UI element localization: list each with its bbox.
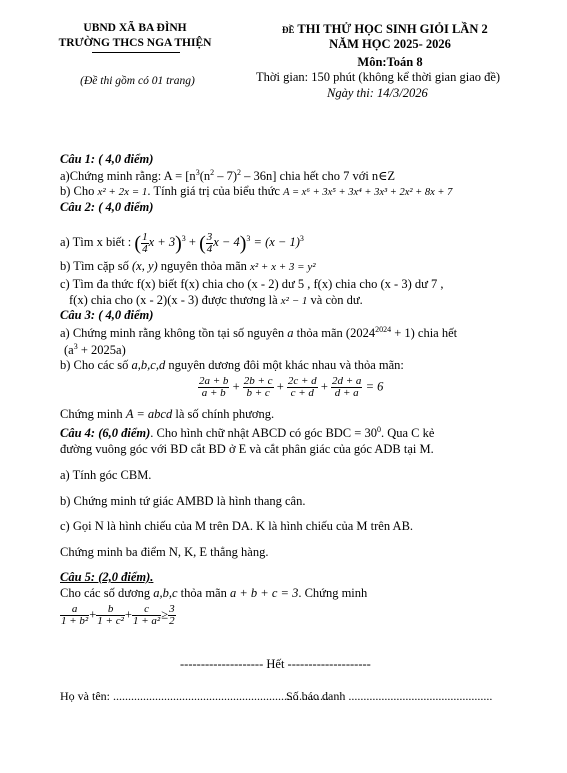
q3-a-line2b: + 2025a): [77, 343, 126, 358]
q1-a-text4: – 36n] chia hết cho 7 với n∈Z: [241, 169, 396, 184]
q1-part-b: [60, 184, 452, 199]
end-marker: [180, 657, 371, 672]
q2-a-plus: +: [185, 235, 200, 250]
q4-intro1b: . Qua C kẻ: [380, 426, 435, 441]
exam-date: Ngày thi: 14/3/2026: [327, 86, 428, 100]
q2-c-line2c: và còn dư.: [307, 293, 363, 307]
q3-a-text: a) Chứng minh rằng không tồn tại số nguyên: [60, 326, 288, 341]
q3-a-var: a: [287, 326, 294, 341]
q3-part-b-line1: [60, 358, 404, 373]
q3-b-vars: a,b,c,d: [131, 358, 166, 372]
q2-a-prefix: a) Tìm x biết :: [60, 235, 135, 250]
q4-part-b: b) Chứng minh tứ giác AMBD là hình thang cân.: [60, 494, 306, 508]
q5-vars: a,b,c: [153, 586, 178, 600]
q4-intro-line2: đường vuông góc với BD cắt BD ở E và cắt phân giác của góc ADB tại M.: [60, 442, 434, 456]
q3-part-a-line1: [60, 325, 457, 341]
q4-part-a: a) Tính góc CBM.: [60, 468, 152, 482]
q3-part-a-line2: $(a^3 + 2025a)$: [64, 342, 126, 358]
candidate-name-line: Họ và tên: ........................................................................: [60, 689, 329, 703]
q1-a-text2: (n: [199, 169, 211, 184]
q4-intro-line1: Câu 4: (6,0 điểm). Cho hình chữ nhật ABCD có góc BDC = $30^0$. Qua C kẻ: [60, 425, 435, 441]
header-divider: [92, 52, 180, 53]
q2-a-rhs: = (x − 1): [250, 235, 300, 250]
q5-line1a: Cho các số dương: [60, 586, 154, 600]
q1-part-a: a)Chứng minh rằng: $A = [n^3(n^2 - 7)^2 - 36n]$ chia hết cho 7 với n∈Z: [60, 168, 396, 184]
q1-b-mid: . Tính giá trị của biểu thức: [147, 184, 284, 198]
q3-equation: $\frac{2a + b}{a + b}$ + $\frac{2b + c}{b + c}$ + $\frac{2c + d}{c + d}$ + $\frac{2d + a}{d + a}$ = 6: [199, 375, 384, 399]
q2-b-pair: (x, y): [131, 259, 158, 273]
q2-c-line2a: f(x) chia cho (x - 2)(x - 3) được thương là: [69, 293, 281, 307]
q1-a-text1: a)Chứng minh rằng: A = [n: [60, 169, 196, 184]
q5-title: Câu 5: (2,0 điểm).: [60, 570, 154, 584]
q2-a-part1: x + 3: [148, 235, 176, 250]
q5-frac-0: $\frac{a}{\text{1 + b²}}$: [61, 603, 89, 627]
q5-line1: [60, 586, 367, 601]
q2-part-c-line2: [69, 293, 363, 308]
q2-title: Câu 2: ( 4,0 điểm): [60, 200, 154, 214]
q5-frac-2: $\frac{c}{\text{1 + a²}}$: [132, 603, 161, 627]
q2-part-c-line1: c) Tìm đa thức f(x) biết f(x) chia cho (x - 2) dư 5 , f(x) chia cho (x - 3) dư 7 ,: [60, 277, 444, 291]
q3-frac-2: $\frac{2c + d}{c + d}$: [287, 375, 317, 399]
q1-b-expr: A = x⁶ + 3x⁵ + 3x⁴ + 3x³ + 2x² + 8x + 7: [283, 187, 453, 198]
q2-part-a: a) Tìm x biết : ( $\frac{1}{4}$ x + 3)$^3$ + ( $\frac{3}{4}$ $x - 4)^3 = (x - 1)^3$: [60, 230, 304, 255]
exam-title-main: THI THỬ HỌC SINH GIỎI LẦN 2: [297, 22, 488, 36]
q4-part-d: Chứng minh ba điểm N, K, E thẳng hàng.: [60, 545, 269, 559]
end-text: -------------------- Hết --------------------: [180, 657, 371, 671]
exam-title: [282, 22, 488, 37]
q3-frac-1: $\frac{2b + c}{b + c}$: [243, 375, 273, 399]
page-count-note: (Đề thi gồm có 01 trang): [80, 75, 195, 87]
q2-b-text: b) Tìm cặp số: [60, 259, 132, 273]
q3-frac-3: $\frac{2d + a}{d + a}$: [332, 375, 362, 399]
exam-title-prefix: ĐỀ: [282, 25, 295, 35]
q2-a-frac1: $\frac{1}{4}$: [142, 230, 148, 255]
q1-b-eq: x² + 2x = 1: [97, 186, 148, 198]
q4-part-c: c) Gọi N là hình chiếu của M trên DA. K là hình chiếu của M trên AB.: [60, 519, 414, 533]
q3-b-text2: nguyên dương đôi một khác nhau và thỏa mãn:: [165, 358, 404, 372]
q5-frac-rhs: $\frac{3}{2}$: [169, 603, 175, 627]
q3-title: Câu 3: ( 4,0 điểm): [60, 308, 154, 322]
q1-title: Câu 1: ( 4,0 điểm): [60, 152, 154, 166]
q4-title: Câu 4: (6,0 điểm): [60, 426, 151, 441]
q5-line1b: thỏa mãn: [177, 586, 230, 600]
school-year: NĂM HỌC 2025- 2026: [329, 37, 451, 51]
school-name: TRƯỜNG THCS NGA THIỆN: [58, 37, 212, 49]
q3-a-line2: (a: [64, 343, 74, 358]
school-authority: UBND XÃ BA ĐÌNH: [83, 22, 187, 34]
q1-b-prefix: b) Cho: [60, 184, 98, 198]
q3-prove-b: là số chính phương.: [172, 407, 275, 421]
q5-eq: a + b + c = 3: [229, 586, 299, 600]
q2-b-eq: x² + x + 3 = y²: [250, 261, 316, 273]
q3-a-text2: thỏa mãn (2024: [293, 326, 376, 341]
exam-time: Thời gian: 150 phút (không kể thời gian giao đề): [256, 70, 501, 84]
q3-a-text3: + 1) chia hết: [391, 326, 458, 341]
q2-a-part2: x − 4: [213, 235, 240, 250]
q3-frac-0: $\frac{2a + b}{a + b}$: [199, 375, 229, 399]
q1-a-text3: – 7): [214, 169, 238, 184]
q2-b-mid: nguyên thỏa mãn: [157, 259, 250, 273]
q3-b-text: b) Cho các số: [60, 358, 132, 372]
q3-a-exp: 2024: [375, 325, 392, 334]
q4-intro1: . Cho hình chữ nhật ABCD có góc BDC = 30: [150, 426, 377, 441]
q5-inequality: $\frac{a}{\text{1 + b²}}$ + $\frac{b}{\text{1 + c²}}$ + $\frac{c}{\text{1 + a²}}$ ≥ $\frac{3}{2}$: [61, 603, 175, 627]
q5-line1c: . Chứng minh: [298, 586, 368, 600]
q3-prove-a: Chứng minh: [60, 407, 126, 421]
q5-title-text: Câu 5: (2,0 điểm): [60, 570, 151, 584]
q2-part-b: [60, 259, 316, 274]
q3-prove: [60, 407, 274, 422]
candidate-number-line: Số báo danh ................................................: [286, 689, 493, 703]
q2-a-frac2: $\frac{3}{4}$: [206, 230, 213, 255]
subject: Môn:Toán 8: [357, 55, 423, 69]
q5-frac-1: $\frac{b}{\text{1 + c²}}$: [97, 603, 124, 627]
q3-prove-expr: A = abcd: [125, 407, 173, 421]
q3-eq-rhs: = 6: [365, 379, 384, 394]
q2-c-line2b: x² − 1: [280, 295, 308, 307]
